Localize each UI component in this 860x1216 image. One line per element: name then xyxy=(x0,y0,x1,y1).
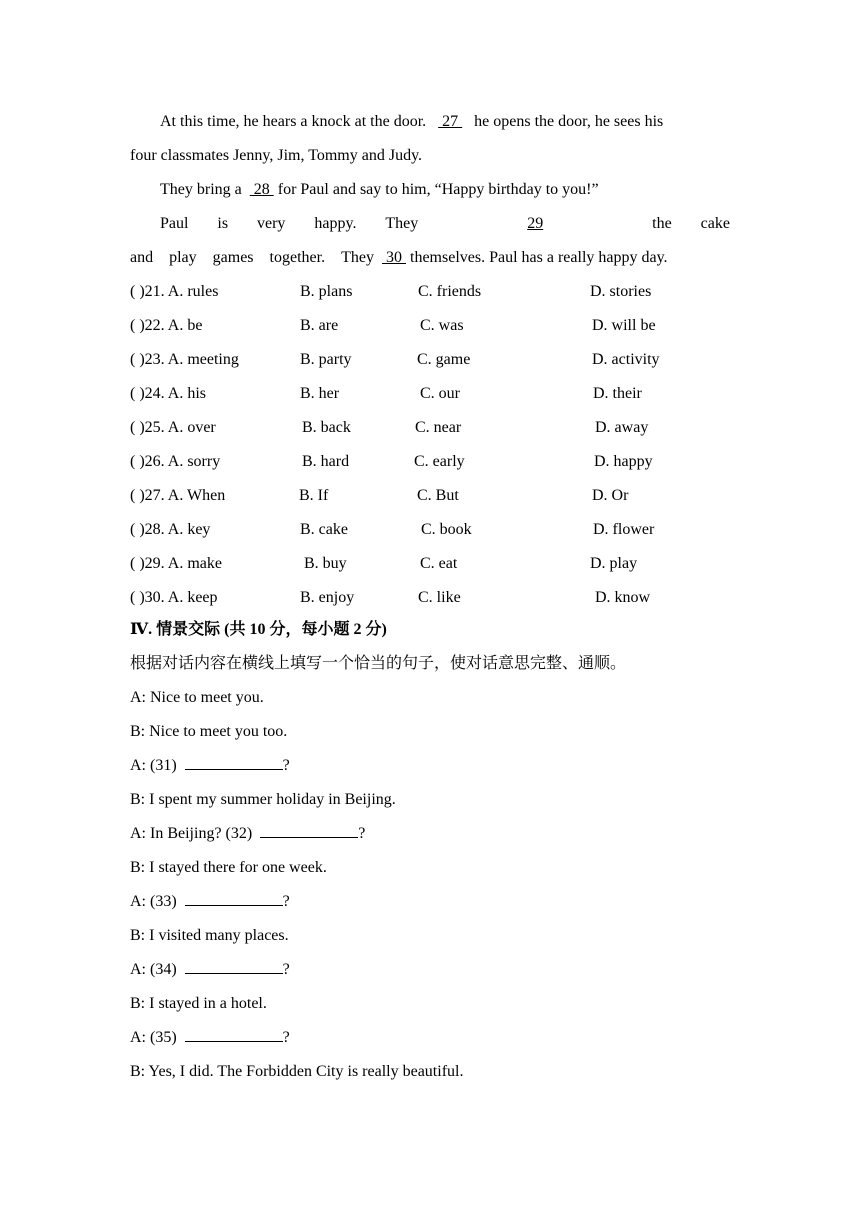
passage-line-2 xyxy=(130,139,730,173)
question-row xyxy=(130,377,730,411)
dialogue-line: B: I spent my summer holiday in Beijing. xyxy=(130,791,396,808)
question-row xyxy=(130,581,730,615)
passage-word: and xyxy=(130,249,154,266)
passage-text: They bring a xyxy=(160,181,242,198)
dialogue-line: B: I stayed there for one week. xyxy=(130,859,327,876)
passage-word: is xyxy=(217,215,229,232)
passage-word: games xyxy=(212,249,254,266)
question-option-a: ( )22. A. be xyxy=(130,317,203,334)
question-option-b: B. are xyxy=(300,317,339,334)
question-row xyxy=(130,309,730,343)
question-mark: ? xyxy=(282,1029,290,1046)
answer-blank-31[interactable] xyxy=(185,751,283,770)
question-option-c: C. eat xyxy=(420,555,458,572)
question-option-d: D. know xyxy=(595,589,651,606)
dialogue-line: A: Nice to meet you. xyxy=(130,689,264,706)
question-option-c: C. book xyxy=(421,521,472,538)
question-option-b: B. buy xyxy=(304,555,347,572)
question-mark: ? xyxy=(282,757,290,774)
passage-text: four classmates Jenny, Jim, Tommy and Judy. xyxy=(130,147,423,164)
question-option-d: D. happy xyxy=(594,453,653,470)
question-option-d: D. flower xyxy=(593,521,655,538)
passage-text: themselves. Paul has a really happy day. xyxy=(410,249,668,266)
question-option-d: D. play xyxy=(590,555,638,572)
dialogue-prompt: A: (35) xyxy=(130,1029,177,1046)
dialogue-line: B: Nice to meet you too. xyxy=(130,723,288,740)
question-option-c: C. friends xyxy=(418,283,482,300)
question-option-a: ( )23. A. meeting xyxy=(130,351,239,368)
section-instruction: 根据对话内容在横线上填写一个恰当的句子，使对话意思完整、通顺。 xyxy=(130,655,627,672)
passage-word: together. xyxy=(269,249,326,266)
dialogue-prompt: A: (34) xyxy=(130,961,177,978)
question-option-c: C. But xyxy=(417,487,459,504)
question-row xyxy=(130,479,730,513)
question-option-b: B. party xyxy=(300,351,352,368)
question-option-b: B. hard xyxy=(302,453,350,470)
question-option-b: B. plans xyxy=(300,283,353,300)
blank-28: 28 xyxy=(249,181,274,198)
dialogue-line xyxy=(130,885,730,919)
answer-blank-32[interactable] xyxy=(260,819,358,838)
question-option-d: D. their xyxy=(593,385,642,402)
question-option-a: ( )29. A. make xyxy=(130,555,222,572)
passage-word: They xyxy=(341,249,374,266)
question-row xyxy=(130,343,730,377)
dialogue-line: B: Yes, I did. The Forbidden City is really beautiful. xyxy=(130,1063,464,1080)
passage-word: the xyxy=(652,215,672,232)
question-option-a: ( )28. A. key xyxy=(130,521,211,538)
question-option-c: C. like xyxy=(418,589,461,606)
section-heading: Ⅳ. 情景交际 (共 10 分，每小题 2 分) xyxy=(130,621,387,638)
question-option-c: C. near xyxy=(415,419,462,436)
question-row xyxy=(130,513,730,547)
question-mark: ? xyxy=(282,961,290,978)
question-mark: ? xyxy=(282,893,290,910)
passage-line-5 xyxy=(130,241,730,275)
question-row xyxy=(130,547,730,581)
question-option-d: D. stories xyxy=(590,283,652,300)
blank-30: 30 xyxy=(382,249,406,266)
passage-word: cake xyxy=(700,215,730,232)
question-option-a: ( )24. A. his xyxy=(130,385,206,402)
blank-27: 27 xyxy=(438,113,463,130)
dialogue-line: B: I stayed in a hotel. xyxy=(130,995,267,1012)
answer-blank-33[interactable] xyxy=(185,887,283,906)
dialogue-line xyxy=(130,817,730,851)
passage-text: for Paul and say to him, “Happy birthday to you!” xyxy=(277,181,599,198)
passage-word: happy. xyxy=(314,215,357,232)
dialogue-prompt: A: (31) xyxy=(130,757,177,774)
answer-blank-35[interactable] xyxy=(185,1023,283,1042)
question-option-d: D. activity xyxy=(592,351,660,368)
question-option-a: ( )21. A. rules xyxy=(130,283,219,300)
question-option-d: D. will be xyxy=(592,317,656,334)
dialogue-line: B: I visited many places. xyxy=(130,927,289,944)
dialogue-prompt: A: In Beijing? (32) xyxy=(130,825,253,842)
question-option-a: ( )30. A. keep xyxy=(130,589,218,606)
question-row xyxy=(130,445,730,479)
passage-line-3 xyxy=(130,173,730,207)
blank-29: 29 xyxy=(527,215,544,232)
passage-text: At this time, he hears a knock at the door. xyxy=(160,113,427,130)
question-row xyxy=(130,275,730,309)
question-option-d: D. away xyxy=(595,419,649,436)
passage-line-1 xyxy=(130,105,730,139)
question-option-c: C. early xyxy=(414,453,465,470)
dialogue-line xyxy=(130,1021,730,1055)
question-mark: ? xyxy=(358,825,366,842)
question-option-b: B. If xyxy=(299,487,329,504)
question-option-b: B. cake xyxy=(300,521,348,538)
question-option-a: ( )27. A. When xyxy=(130,487,226,504)
passage-text: he opens the door, he sees his xyxy=(474,113,664,130)
answer-blank-34[interactable] xyxy=(185,955,283,974)
question-option-a: ( )25. A. over xyxy=(130,419,216,436)
question-option-d: D. Or xyxy=(592,487,629,504)
question-option-c: C. our xyxy=(420,385,460,402)
question-row xyxy=(130,411,730,445)
dialogue-line xyxy=(130,953,730,987)
question-option-c: C. was xyxy=(420,317,464,334)
passage-word: very xyxy=(257,215,286,232)
question-option-b: B. enjoy xyxy=(300,589,355,606)
question-option-c: C. game xyxy=(417,351,471,368)
question-option-b: B. back xyxy=(302,419,351,436)
passage-line-4 xyxy=(130,207,730,241)
dialogue-prompt: A: (33) xyxy=(130,893,177,910)
passage-word: Paul xyxy=(160,215,189,232)
passage-word: play xyxy=(169,249,197,266)
passage-words-group xyxy=(130,241,374,275)
dialogue-line xyxy=(130,749,730,783)
passage-word: They xyxy=(385,215,419,232)
question-option-b: B. her xyxy=(300,385,340,402)
question-option-a: ( )26. A. sorry xyxy=(130,453,221,470)
